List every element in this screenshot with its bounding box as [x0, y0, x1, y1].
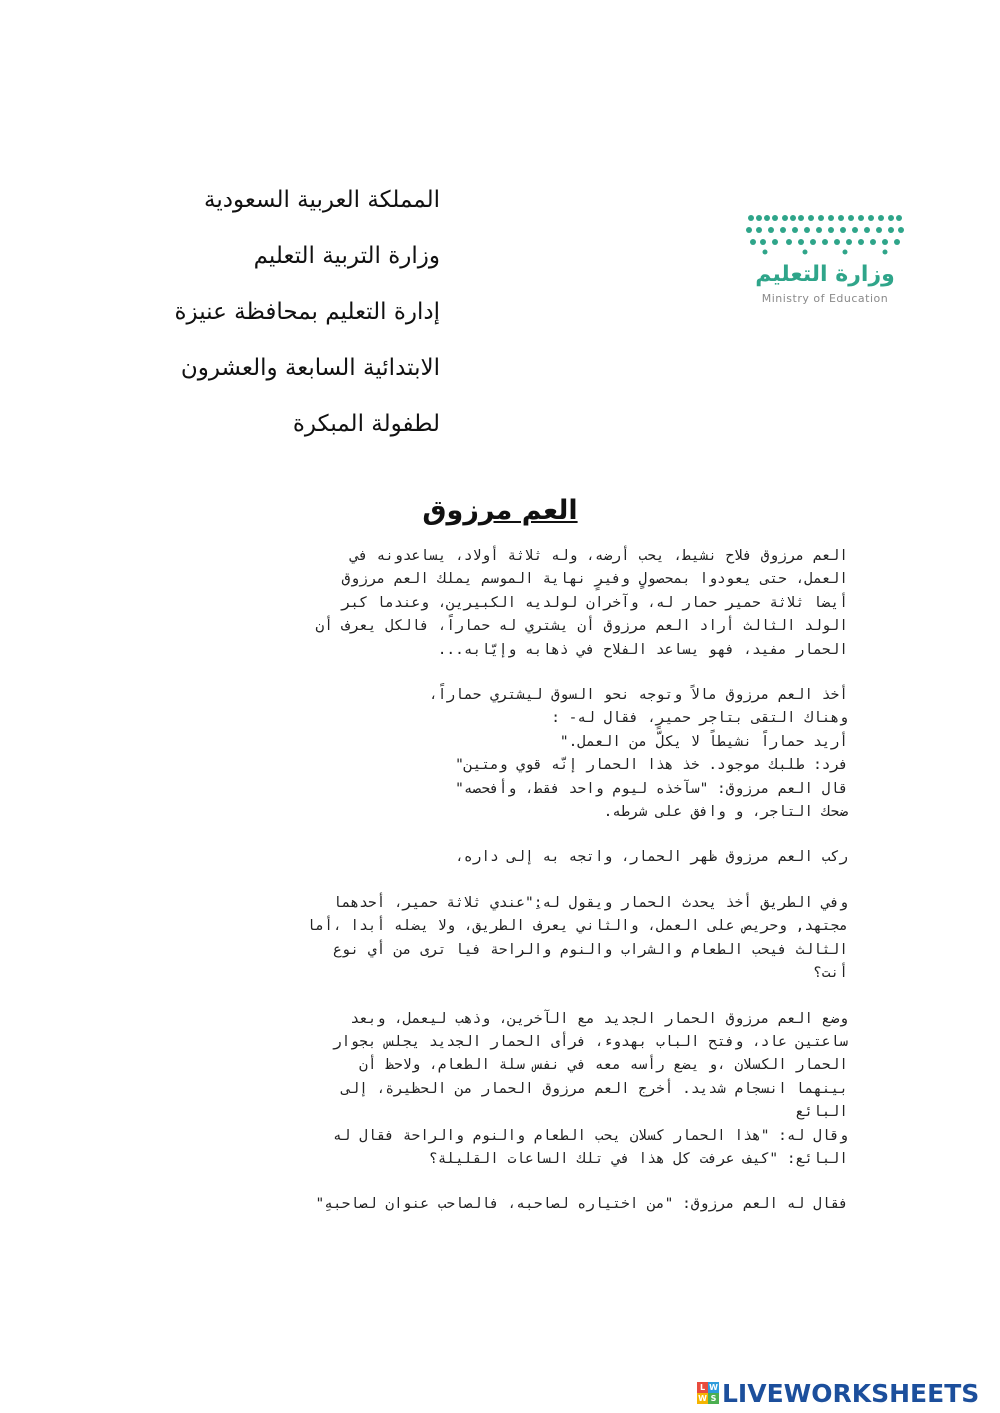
story-line: الثالث فيحب الطعام والشراب والنوم والراحة فيا ترى من أي نوع [332, 941, 848, 958]
story-line: ساعتين عاد، وفتح الباب بهدوء، فرأى الحمار الجديد يجلس بجوار [332, 1033, 848, 1050]
header-line-directorate: إدارة التعليم بمحافظة عنيزة [174, 299, 440, 325]
story-line: أخذ العم مرزوق مالاً وتوجه نحو السوق ليشتري حماراً، [428, 687, 848, 704]
badge-letter: S [708, 1393, 719, 1404]
header-line-country: المملكة العربية السعودية [204, 187, 440, 213]
school-header [150, 172, 440, 452]
story-line: ضحك التاجر، و وافق على شرطه. [603, 804, 848, 821]
badge-letter: W [698, 1394, 707, 1403]
story-line: الحمار مفيد، فهو يساعد الفلاح في ذهابه وإيّابه... [437, 641, 848, 658]
story-line: الولد الثالث أراد العم مرزوق أن يشتري له حماراً، فالكل يعرف أن [315, 618, 848, 635]
story-line: فقال له العم مرزوق: "من اختياره لصاحبه، فالصاحب عنوان لصاحبهِ" [315, 1196, 848, 1213]
story-body [158, 545, 848, 1239]
story-line: أيضا ثلاثة حمير حمار له، وآخران لولديه الكبيرين، وعندما كبر [341, 594, 848, 611]
liveworksheets-logo-icon [697, 1382, 719, 1404]
liveworksheets-wordmark: LIVEWORKSHEETS [722, 1378, 980, 1408]
story-paragraph [158, 892, 848, 986]
story-line: وقال له: "هذا الحمار كسلان يحب الطعام والنوم والراحة فقال له [332, 1127, 848, 1144]
ministry-logo-arabic: وزارة التعليم [755, 262, 895, 287]
story-paragraph [158, 846, 848, 869]
story-paragraph [158, 545, 848, 662]
liveworksheets-brand [697, 1378, 993, 1408]
story-line: الحمار الكسلان ،و يضع رأسه معه في نفس سلة الطعام، ولاحظ أن [359, 1057, 848, 1074]
story-line: أنت؟ [813, 965, 848, 982]
story-line: وضع العم مرزوق الحمار الجديد مع الآخرين، وذهب ليعمل، وبعد [350, 1010, 848, 1027]
story-line: أريد حماراً نشيطاً لا يكلّ من العمل." [559, 733, 848, 750]
header-line-department: لطفولة المبكرة [292, 411, 440, 437]
story-line: قال العم مرزوق: "سآخذه ليوم واحد فقط، وأفحصه" [455, 780, 848, 797]
story-line: البائع [795, 1104, 848, 1121]
story-line: فرد: طلبك موجود. خذ هذا الحمار إنّه قوي ومتين" [455, 757, 848, 774]
story-line: وهناك التقى بتاجر حميرٍ، فقال له- : [551, 710, 848, 727]
header-line-ministry: وزارة التربية التعليم [253, 243, 440, 269]
story-line: مجتهد, وحريص على العمل، والثاني يعرف الطريق، ولا يضله أبدا ،أما [306, 918, 848, 935]
story-line: ركب العم مرزوق ظهر الحمار، واتجه به إلى داره، [455, 849, 848, 866]
ministry-logo [745, 210, 905, 310]
story-line: العم مرزوق فلاح نشيط، يحب أرضه، وله ثلاثة أولاد، يساعدونه في [350, 548, 848, 564]
story-line: البائع: "كيف عرفت كل هذا في تلك الساعات القليلة؟ [428, 1150, 848, 1167]
story-line: العمل، حتى يعودوا بمحصولٍ وفيرٍ نهاية الموسم يملك العم مرزوق [341, 571, 848, 588]
story-title: العم مرزوق [422, 495, 578, 526]
ministry-logo-english: Ministry of Education [761, 292, 889, 305]
header-line-school: الابتدائية السابعة والعشرون [180, 355, 440, 381]
badge-letter: L [697, 1382, 708, 1393]
story-paragraph [158, 1008, 848, 1172]
story-paragraph [158, 1193, 848, 1216]
ministry-logo-dots-icon [745, 210, 905, 256]
story-paragraph [158, 684, 848, 824]
badge-letter: W [709, 1383, 718, 1392]
story-line: بينهما انسجام شديد. أخرج العم مرزوق الحمار من الحظيرة، إلى [341, 1080, 848, 1097]
story-line: وفي الطريق أخذ يحدث الحمار ويقول له:ِ"عندي ثلاثة حمير، أحدهما [332, 894, 848, 911]
